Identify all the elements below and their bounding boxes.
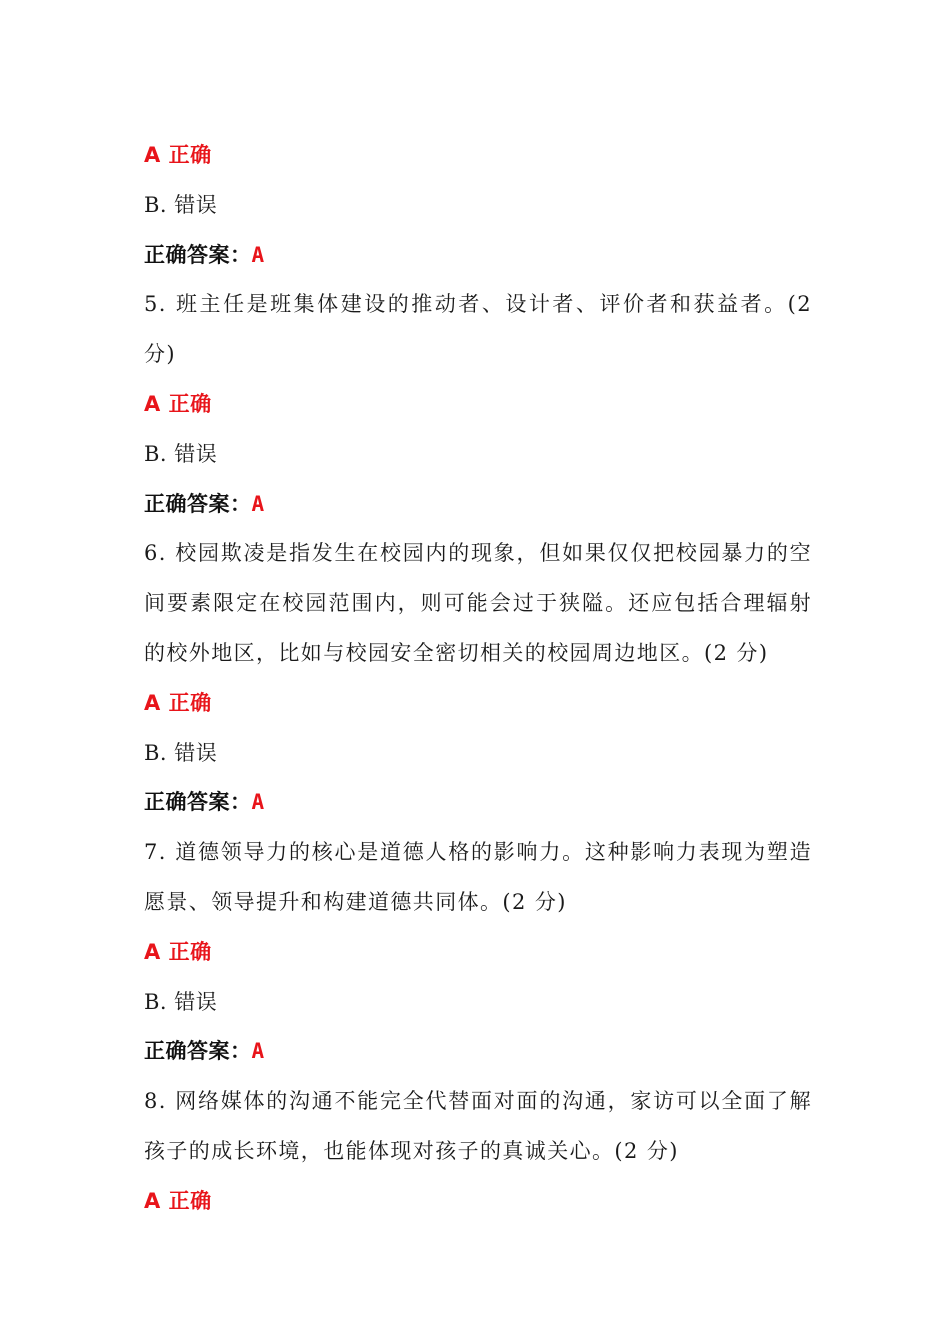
option-a-correct: A 正确: [144, 143, 212, 167]
question-5: 5. 班主任是班集体建设的推动者、设计者、评价者和获益者。(2 分): [144, 292, 812, 367]
option-a-correct: A 正确: [144, 391, 212, 416]
correct-answer-line: [144, 1027, 812, 1077]
correct-answer-label: 正确答案：: [144, 242, 252, 267]
option-b-wrong: B. 错误: [144, 441, 218, 466]
option-b-wrong: B. 错误: [144, 740, 218, 765]
option-a-correct: A 正确: [144, 939, 212, 964]
correct-answer-label: 正确答案：: [144, 491, 252, 516]
correct-answer-value: A: [251, 491, 265, 516]
correct-answer-line: [144, 231, 812, 281]
question-8: 8. 网络媒体的沟通不能完全代替面对面的沟通，家访可以全面了解孩子的成长环境，也能体现对孩子的真诚关心。(2 分): [144, 1089, 812, 1163]
question-7: 7. 道德领导力的核心是道德人格的影响力。这种影响力表现为塑造愿景、领导提升和构建道德共同体。(2 分): [144, 840, 812, 914]
correct-answer-label: 正确答案：: [144, 1039, 252, 1064]
option-b-wrong: B. 错误: [144, 192, 218, 217]
correct-answer-line: [144, 480, 812, 530]
correct-answer-value: A: [251, 1039, 265, 1064]
correct-answer-line: [144, 778, 812, 828]
option-b-wrong: B. 错误: [144, 989, 218, 1014]
option-a-correct: A 正确: [144, 1188, 212, 1213]
option-a-correct: A 正确: [144, 690, 212, 715]
document-page: [144, 131, 812, 1227]
correct-answer-value: A: [251, 790, 265, 815]
correct-answer-value: A: [251, 242, 265, 267]
question-6: 6. 校园欺凌是指发生在校园内的现象，但如果仅仅把校园暴力的空间要素限定在校园范围内，则可能会过于狭隘。还应包括合理辐射的校外地区，比如与校园安全密切相关的校园周边地区。(2 分): [144, 541, 812, 665]
correct-answer-label: 正确答案：: [144, 790, 252, 815]
